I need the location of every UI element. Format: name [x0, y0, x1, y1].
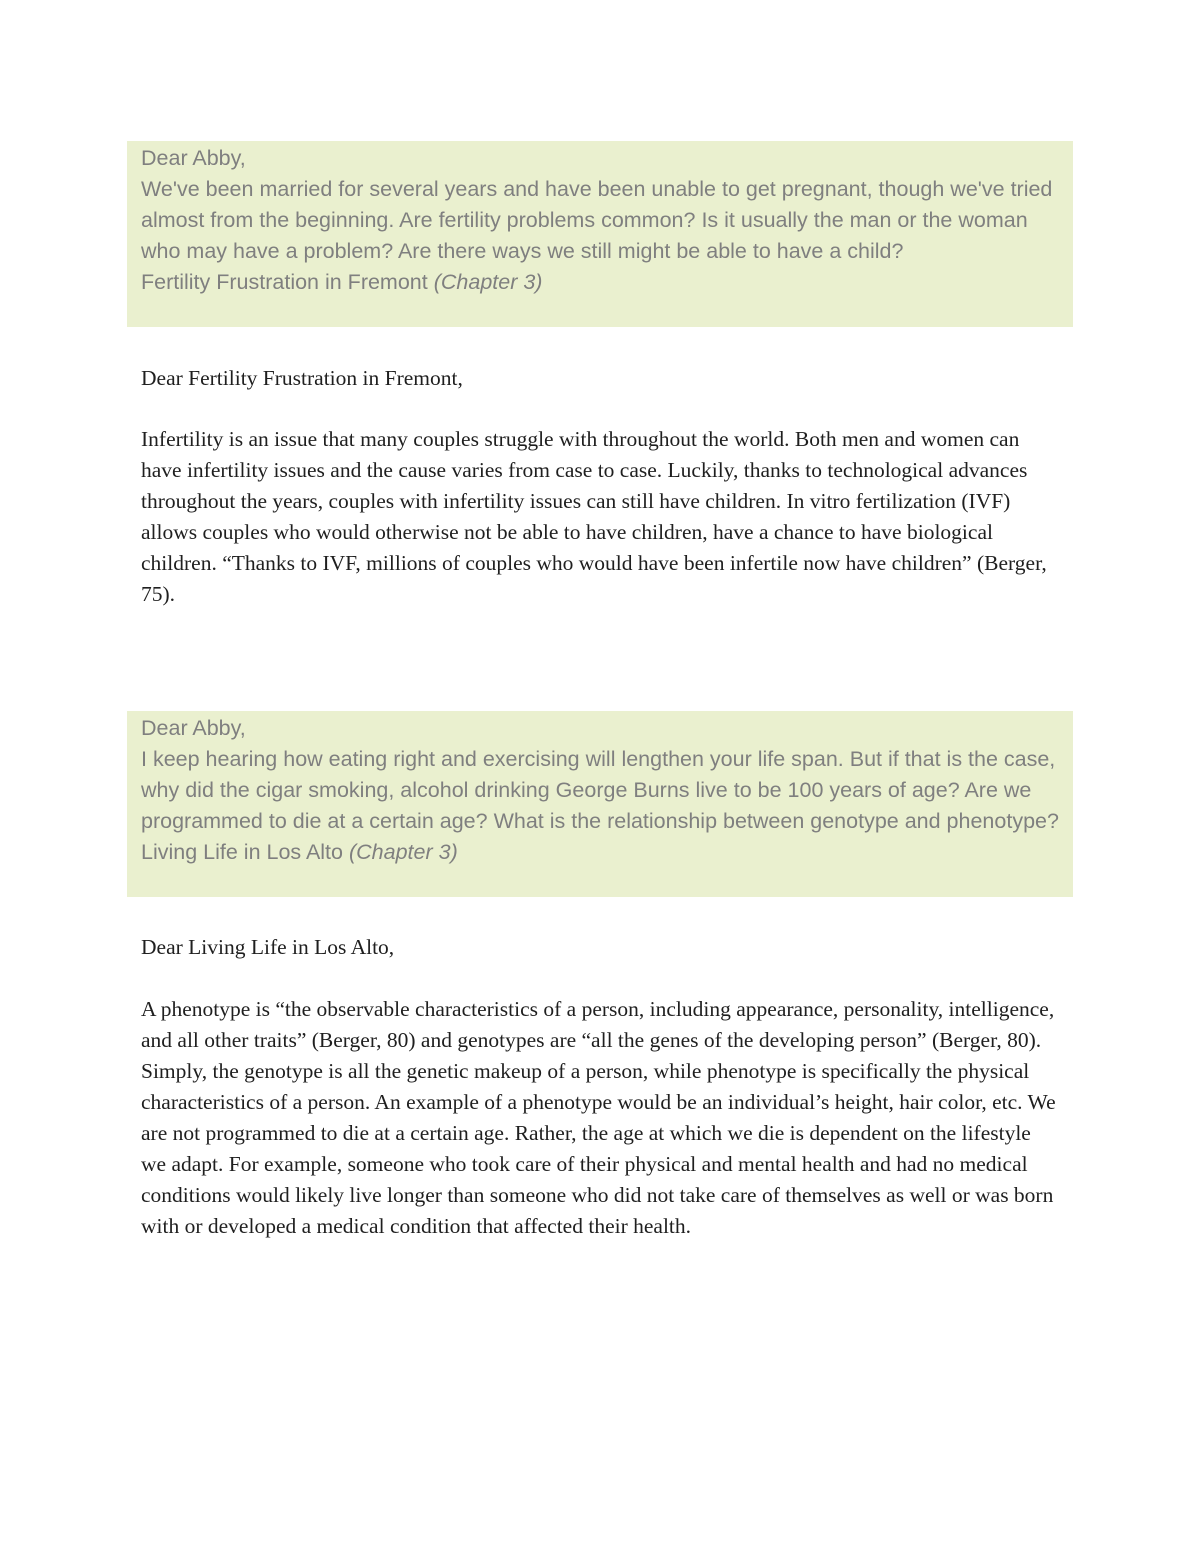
- letter-question: We've been married for several years and have been unable to get pregnant, though we've tried almost from the beginning. Are fertility problems common? Is it usually the man or the woman who may have a problem? Are there ways we still might be able to have a child?: [141, 177, 1053, 263]
- letter-box: [127, 711, 1073, 897]
- response-body: [141, 424, 1061, 610]
- response-body-text: A phenotype is “the observable characteristics of a person, including appearance, personality, intelligence, and all other traits” (Berger, 80) and genotypes are “all the genes of the developing person” (Berger, 80). Simply, the genotype is all the genetic makeup of a person, while phenotype is specifically the physical characteristics of a person. An example of a phenotype would be an individual’s height, hair color, etc. We are not programmed to die at a certain age. Rather, the age at which we die is dependent on the lifestyle we adapt. For example, someone who took care of their physical and mental health and had no medical conditions would likely live longer than someone who did not take care of themselves as well or was born with or developed a medical condition that affected their health.: [141, 997, 1056, 1238]
- response-greeting: [141, 363, 1061, 394]
- response-greeting: [141, 932, 1061, 963]
- letter-signature: Living Life in Los Alto: [141, 840, 343, 864]
- response-body-text: Infertility is an issue that many couples struggle with throughout the world. Both men and women can have infertility issues and the cause varies from case to case. Luckily, thanks to technological advances throughout the years, couples with infertility issues can still have children. In vitro fertilization (IVF) allows couples who would otherwise not be able to have children, have a chance to have biological children. “Thanks to IVF, millions of couples who would have been infertile now have children” (Berger, 75).: [141, 427, 1047, 606]
- response-greeting-text: Dear Living Life in Los Alto,: [141, 935, 395, 959]
- letter-salutation: Dear Abby,: [141, 716, 246, 740]
- response-greeting-text: Dear Fertility Frustration in Fremont,: [141, 366, 463, 390]
- letter-salutation: Dear Abby,: [141, 146, 246, 170]
- letter-signature-line: [141, 267, 1059, 298]
- letter-chapter: (Chapter 3): [348, 840, 458, 864]
- letter-question: I keep hearing how eating right and exercising will lengthen your life span. But if that is the case, why did the cigar smoking, alcohol drinking George Burns live to be 100 years of age? Are we programmed to die at a certain age? What is the relationship between genotype and phenotype?: [141, 747, 1059, 833]
- letter-signature-line: [141, 837, 1059, 868]
- response-body: [141, 994, 1061, 1242]
- letter-chapter: (Chapter 3): [433, 270, 543, 294]
- letter-signature: Fertility Frustration in Fremont: [141, 270, 428, 294]
- letter-box: [127, 141, 1073, 327]
